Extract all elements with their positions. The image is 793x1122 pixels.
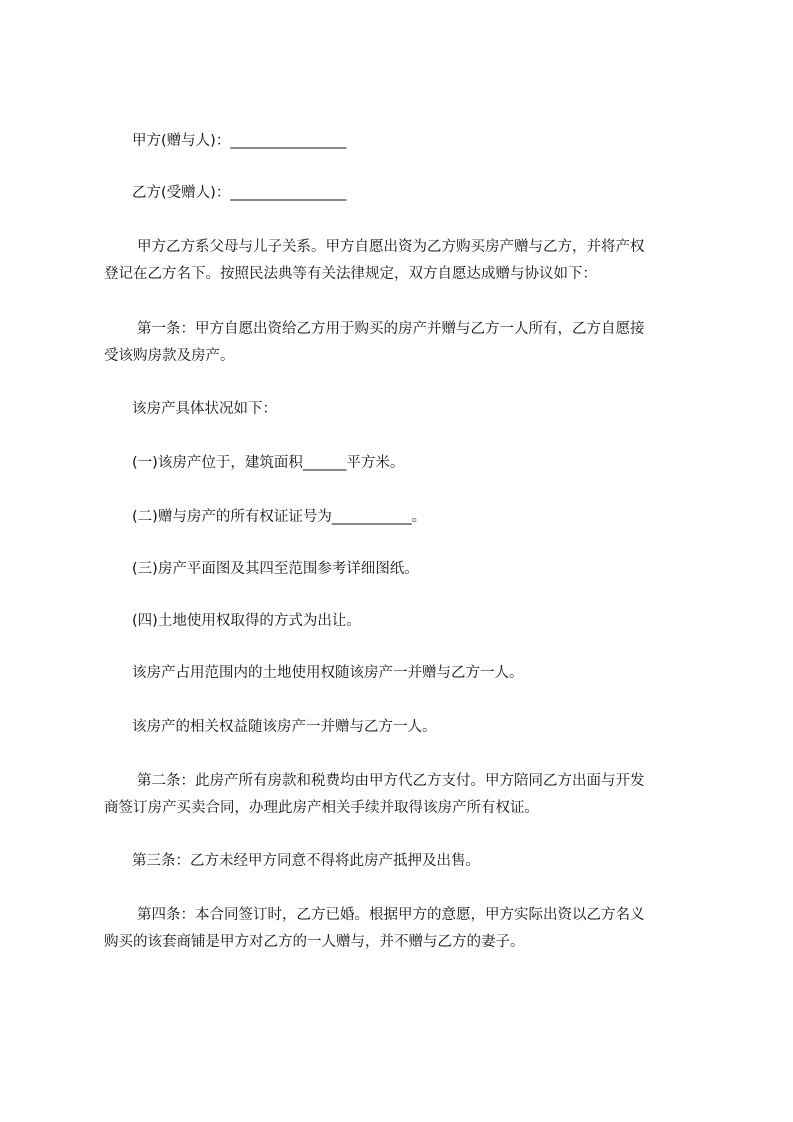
party-b-blank: ________________ (230, 185, 347, 201)
property-item-2: (二)赠与房产的所有权证证号为___________。 (132, 509, 427, 525)
article-2-line-1: 第二条：此房产所有房款和税费均由甲方代乙方支付。甲方陪同乙方出面与开发 (137, 773, 645, 789)
intro-line-1: 甲方乙方系父母与儿子关系。甲方自愿出资为乙方购买房产赠与乙方，并将产权 (137, 239, 645, 255)
article-4-line-2: 购买的该套商铺是甲方对乙方的一人赠与，并不赠与乙方的妻子。 (104, 934, 525, 950)
party-a-label: 甲方(赠与人)： (132, 133, 231, 149)
article-2-line-2: 商签订房产买卖合同，办理此房产相关手续并取得该房产所有权证。 (104, 800, 539, 816)
article-1-line-2: 受该购房款及房产。 (104, 348, 235, 364)
article-4-line-1: 第四条：本合同签订时，乙方已婚。根据甲方的意愿，甲方实际出资以乙方名义 (137, 907, 645, 923)
party-b-line (132, 182, 346, 204)
property-item-4: (四)土地使用权取得的方式为出让。 (132, 613, 361, 629)
article-3: 第三条：乙方未经甲方同意不得将此房产抵押及出售。 (132, 853, 480, 869)
property-item-1: (一)该房产位于，建筑面积______平方米。 (132, 455, 405, 471)
article-1-line-1: 第一条：甲方自愿出资给乙方用于购买的房产并赠与乙方一人所有，乙方自愿接 (137, 321, 645, 337)
party-a-blank: ________________ (230, 133, 347, 149)
property-item-3: (三)房产平面图及其四至范围参考详细图纸。 (132, 561, 419, 577)
intro-line-2: 登记在乙方名下。按照民法典等有关法律规定，双方自愿达成赠与协议如下： (104, 266, 597, 282)
party-a-line (132, 130, 346, 152)
related-rights-clause: 该房产的相关权益随该房产一并赠与乙方一人。 (132, 719, 437, 735)
party-b-label: 乙方(受赠人)： (132, 185, 231, 201)
property-intro: 该房产具体状况如下： (132, 401, 277, 417)
land-rights-clause: 该房产占用范围内的土地使用权随该房产一并赠与乙方一人。 (132, 665, 524, 681)
